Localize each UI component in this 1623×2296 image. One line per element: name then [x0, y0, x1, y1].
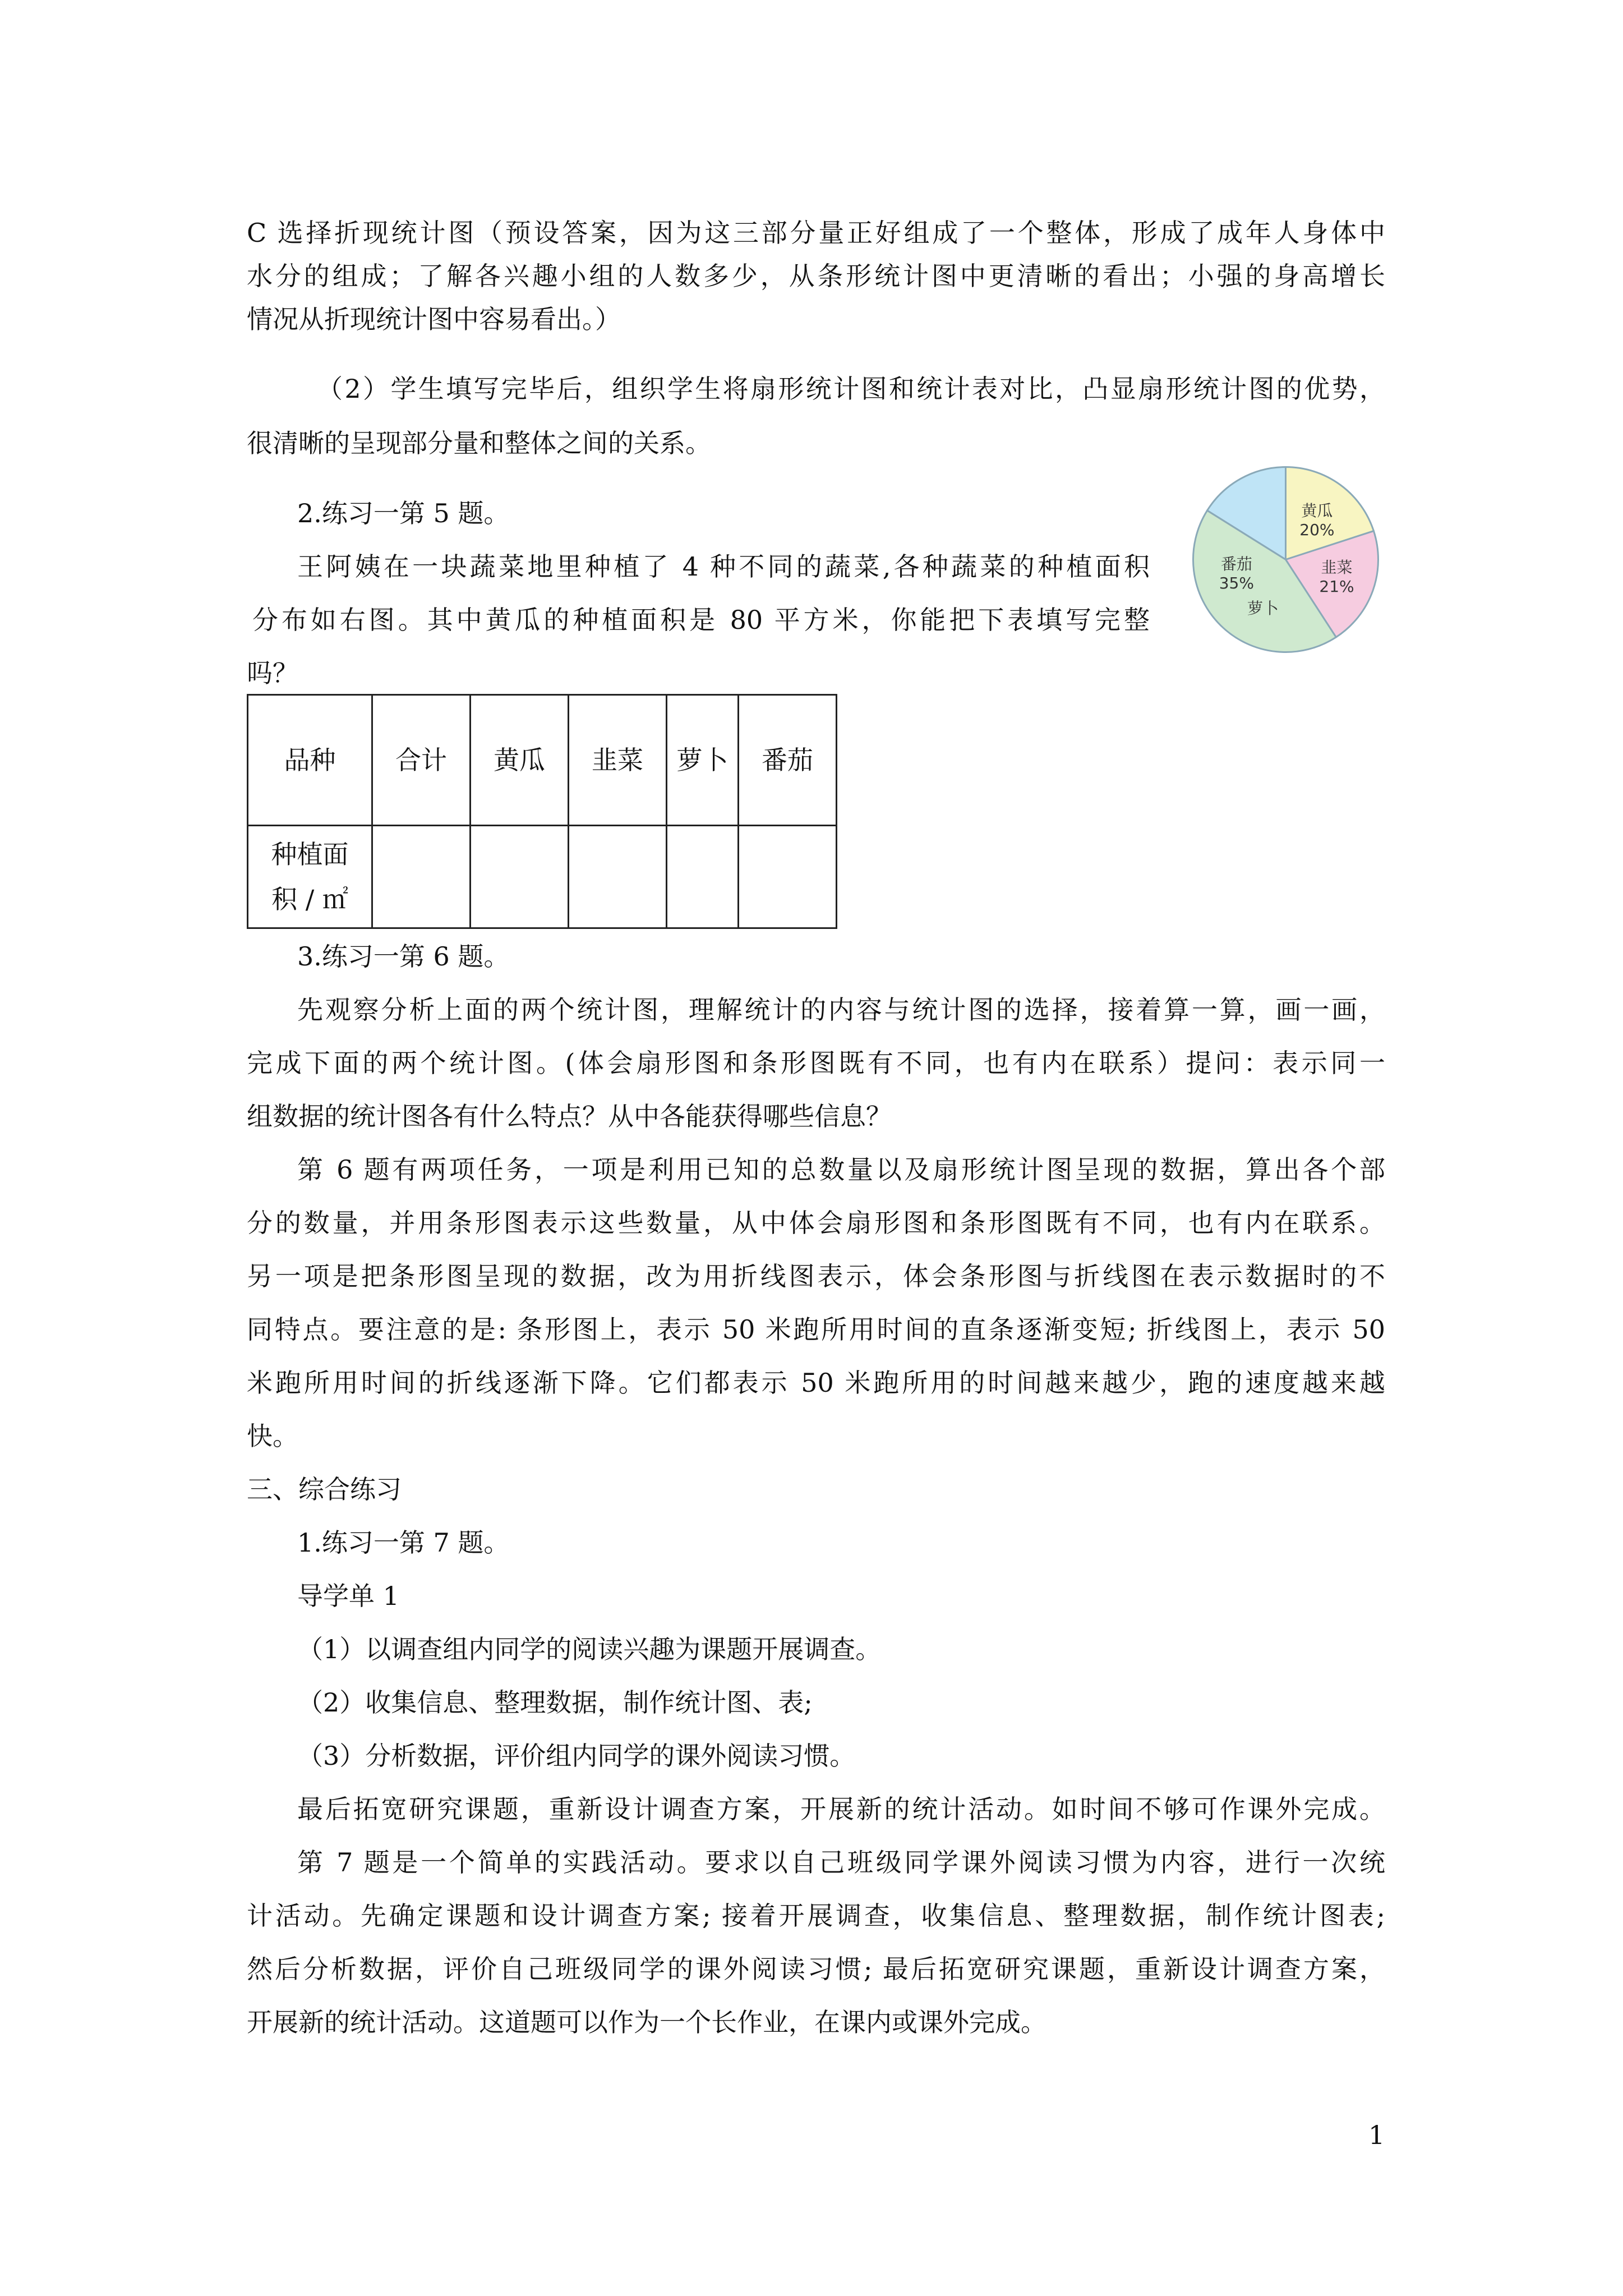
text-line: 第 6 题有两项任务，一项是利用已知的总数量以及扇形统计图呈现的数据，算出各个部	[297, 1154, 1385, 1185]
table-header-row	[248, 695, 837, 826]
vegetable-area-pie-chart	[1189, 463, 1382, 656]
text-line: 水分的组成；了解各兴趣小组的人数多少，从条形统计图中更清晰的看出；小强的身高增长	[247, 261, 1385, 291]
text-line: 分的数量，并用条形图表示这些数量，从中体会扇形图和条形图既有不同，也有内在联系。	[247, 1208, 1385, 1238]
text-line: 第 7 题是一个简单的实践活动。要求以自己班级同学课外阅读习惯为内容，进行一次统	[297, 1847, 1385, 1878]
table-row	[248, 826, 837, 928]
exercise-heading: 2.练习一第 5 题。	[297, 498, 510, 528]
text-line: 情况从折现统计图中容易看出。）	[247, 304, 621, 334]
row-label-line: 种植面	[271, 839, 349, 869]
list-item: （2）收集信息、整理数据，制作统计图、表;	[297, 1687, 813, 1718]
pie-slice-label: 韭菜	[1321, 558, 1353, 577]
text-line: 吗？	[247, 658, 298, 688]
text-line: 很清晰的呈现部分量和整体之间的关系。	[247, 428, 711, 458]
page-number: 1	[1368, 2120, 1385, 2150]
blank-answer-cell[interactable]	[372, 826, 471, 928]
pie-slice-label: 萝卜	[1247, 599, 1279, 618]
row-label-cell	[248, 826, 372, 928]
blank-answer-cell[interactable]	[569, 826, 667, 928]
pie-slice-percent: 35%	[1219, 573, 1254, 592]
table-header-cell: 品种	[248, 695, 372, 826]
pie-slice-percent: 20%	[1299, 520, 1335, 539]
text-line: （2）学生填写完毕后，组织学生将扇形统计图和统计表对比，凸显扇形统计图的优势，	[317, 374, 1385, 404]
text-line: 然后分析数据，评价自己班级同学的课外阅读习惯; 最后拓宽研究课题，重新设计调查方案，	[247, 1954, 1385, 1984]
planting-area-table	[247, 694, 837, 929]
list-item: （3）分析数据，评价组内同学的课外阅读习惯。	[297, 1741, 856, 1771]
text-line: 完成下面的两个统计图。(体会扇形图和条形图既有不同，也有内在联系）提问：表示同一	[247, 1048, 1385, 1078]
section-heading: 三、综合练习	[247, 1474, 402, 1504]
exercise-heading: 1.练习一第 7 题。	[297, 1527, 510, 1558]
pie-slice-label: 黄瓜	[1301, 501, 1333, 520]
text-line: C 选择折现统计图（预设答案，因为这三部分量正好组成了一个整体，形成了成年人身体中	[247, 218, 1385, 248]
pie-slice-percent: 21%	[1319, 577, 1354, 596]
worksheet-title: 导学单 1	[297, 1581, 399, 1611]
text-line: 同特点。要注意的是: 条形图上，表示 50 米跑所用时间的直条逐渐变短; 折线图上，表示 50	[247, 1314, 1385, 1345]
blank-answer-cell[interactable]	[471, 826, 569, 928]
text-line: 开展新的统计活动。这道题可以作为一个长作业，在课内或课外完成。	[247, 2007, 1046, 2037]
text-line: 王阿姨在一块蔬菜地里种植了 4 种不同的蔬菜,各种蔬菜的种植面积	[297, 551, 1150, 582]
table-header-cell: 韭菜	[569, 695, 667, 826]
text-line: 先观察分析上面的两个统计图，理解统计的内容与统计图的选择，接着算一算，画一画，	[297, 995, 1385, 1025]
table-header-cell: 萝卜	[667, 695, 739, 826]
blank-answer-cell[interactable]	[739, 826, 837, 928]
text-line: 分布如右图。其中黄瓜的种植面积是 80 平方米，你能把下表填写完整	[252, 605, 1150, 635]
text-line: 另一项是把条形图呈现的数据，改为用折线图表示，体会条形图与折线图在表示数据时的不	[247, 1261, 1385, 1291]
blank-answer-cell[interactable]	[667, 826, 739, 928]
text-line: 快。	[247, 1421, 298, 1451]
text-line: 组数据的统计图各有什么特点？从中各能获得哪些信息？	[247, 1101, 892, 1131]
list-item: （1）以调查组内同学的阅读兴趣为课题开展调查。	[297, 1634, 882, 1664]
table-header-cell: 黄瓜	[471, 695, 569, 826]
row-label-line: 积 / ㎡	[271, 884, 348, 914]
exercise-heading: 3.练习一第 6 题。	[297, 941, 510, 972]
table-header-cell: 合计	[372, 695, 471, 826]
table-header-cell: 番茄	[739, 695, 837, 826]
pie-slice-label: 番茄	[1220, 554, 1252, 573]
text-line: 计活动。先确定课题和设计调查方案; 接着开展调查，收集信息、整理数据，制作统计图表;	[247, 1901, 1385, 1931]
text-line: 米跑所用时间的折线逐渐下降。它们都表示 50 米跑所用的时间越来越少，跑的速度越来越	[247, 1368, 1385, 1398]
text-line: 最后拓宽研究课题，重新设计调查方案，开展新的统计活动。如时间不够可作课外完成。	[297, 1794, 1385, 1824]
